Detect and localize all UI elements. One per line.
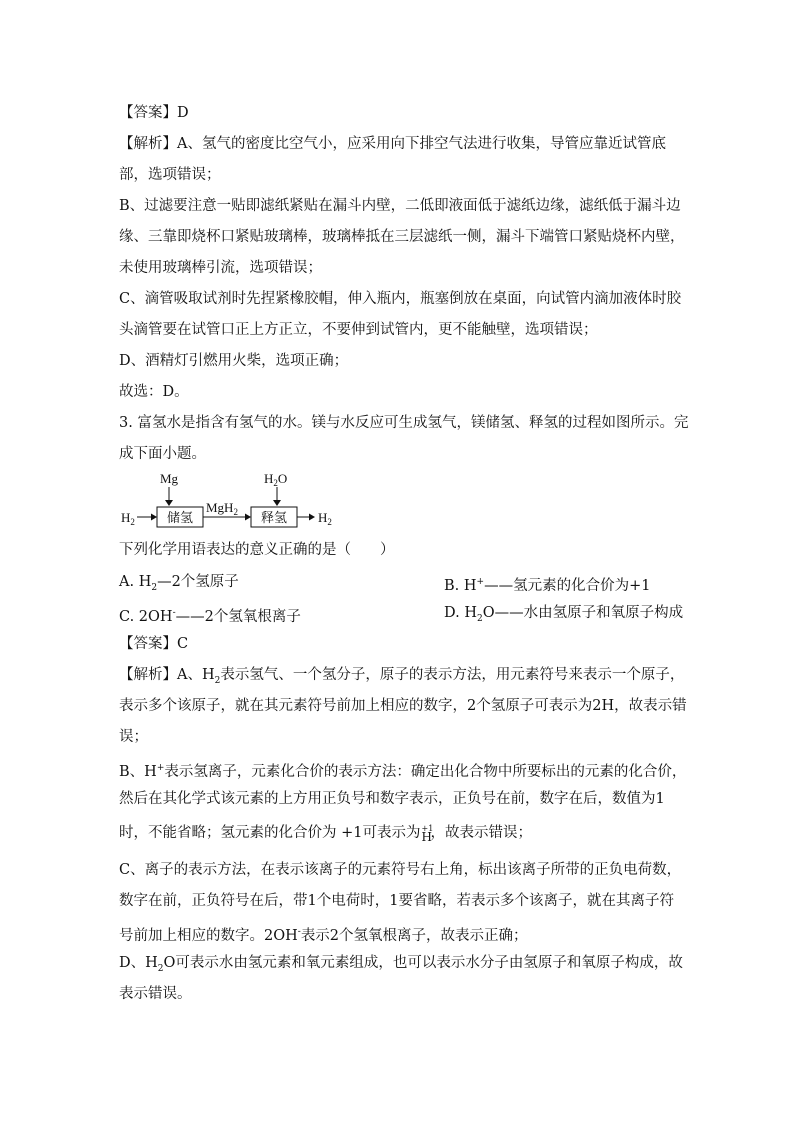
diagram-h2-input: $H_2$ — [121, 510, 135, 527]
diagram-h2-output: $H_2$ — [318, 510, 332, 527]
option-d: D. $H_2O——$水由氢原子和氧原子构成 — [444, 605, 684, 624]
q3-analysis-line-8: 数字在前，正负符号在后，带1个电荷时，1要省略，若表示多个该离子，就在其离子符 — [119, 893, 674, 909]
q2-analysis-line-1: 【解析】A、氢气的密度比空气小，应采用向下排空气法进行收集，导管应靠近试管底 — [119, 136, 666, 152]
q2-analysis-line-2: 部，选项错误； — [119, 167, 221, 183]
diagram-arrowhead-mid — [245, 514, 251, 521]
q3-analysis-line-3: 误； — [119, 729, 148, 745]
q3-analysis-line-1: 【解析】A、$H_2$表示氢气、一个氢分子，原子的表示方法，用元素符号来表示一个原子， — [119, 667, 685, 686]
q3-answer: 【答案】C — [119, 636, 189, 652]
q2-analysis-line-6: C、滴管吸取试剂时先捏紧橡胶帽，伸入瓶内，瓶塞倒放在桌面，向试管内滴加液体时胶 — [119, 291, 682, 307]
q3-analysis-line-10: D、$H_2O$可表示水由氢元素和氧元素组成，也可以表示水分子由氢原子和氧原子构成，故 — [119, 955, 683, 974]
option-b: B. H+——氢元素的化合价为+1 — [444, 577, 651, 594]
q3-analysis-line-4: B、H+表示氢离子，元素化合价的表示方法：确定出化合物中所要标出的元素的化合价， — [119, 763, 687, 780]
q3-stem: 下列化学用语表达的意义正确的是（ ） — [119, 542, 395, 558]
q2-analysis-line-7: 头滴管要在试管口正上方正立，不要伸到试管内，更不能触壁，选项错误； — [119, 322, 598, 338]
q3-analysis-line-5: 然后在其化学式该元素的上方用正负号和数字表示，正负号在前，数字在后，数值为1 — [119, 791, 665, 807]
q2-analysis-line-5: 未使用玻璃棒引流，选项错误； — [119, 260, 322, 276]
q2-analysis-line-9: 故选：D。 — [119, 384, 189, 400]
diagram-arrowhead-in — [151, 514, 157, 521]
q2-analysis-line-8: D、酒精灯引燃用火柴，选项正确； — [119, 353, 349, 369]
diagram-arrowhead-out — [309, 514, 315, 521]
diagram-mg-arrowhead — [165, 500, 173, 506]
q3-analysis-line-11: 表示错误。 — [119, 986, 192, 1002]
q2-analysis-line-4: 缘、三靠即烧杯口紧贴玻璃棒，玻璃棒抵在三层滤纸一侧，漏斗下端管口紧贴烧杯内壁， — [119, 229, 685, 245]
diagram-h2o-arrowhead — [273, 500, 281, 506]
hydrogen-process-diagram — [119, 470, 359, 530]
option-c: C. 2OH-——2个氢氧根离子 — [119, 608, 301, 625]
option-a: A. $H_2—2$个氢原子 — [119, 574, 239, 593]
q3-analysis-line-6: 时，不能省略；氢元素的化合价为 +1可表示为 +1 H ，故表示错误； — [119, 824, 532, 844]
q2-analysis-line-3: B、过滤要注意一贴即滤纸紧贴在漏斗内壁，二低即液面低于滤纸边缘，滤纸低于漏斗边 — [119, 198, 681, 214]
diagram-mgh2-label: MgH$_2$ — [206, 500, 238, 517]
diagram-release-label: 释氢 — [260, 510, 288, 525]
q3-intro-line-2: 成下面小题。 — [119, 446, 206, 462]
q3-analysis-line-2: 表示多个该原子，就在其元素符号前加上相应的数字，2个氢原子可表示为2H，故表示错 — [119, 698, 687, 714]
q3-intro-line-1: 3. 富氢水是指含有氢气的水。镁与水反应可生成氢气，镁储氢、释氢的过程如图所示。完 — [119, 415, 689, 431]
q2-answer: 【答案】D — [119, 105, 189, 121]
diagram-mg-label: Mg — [159, 471, 179, 486]
diagram-storage-label: 储氢 — [166, 510, 194, 525]
diagram-h2o-label: $H_2O$ — [264, 471, 288, 488]
q3-analysis-line-9: 号前加上相应的数字。2OH-表示2个氢氧根离子，故表示正确； — [119, 927, 528, 944]
q3-analysis-line-7: C、离子的表示方法，在表示该离子的元素符号右上角，标出该离子所带的正负电荷数， — [119, 862, 682, 878]
valence-notation: +1 H — [421, 824, 434, 844]
